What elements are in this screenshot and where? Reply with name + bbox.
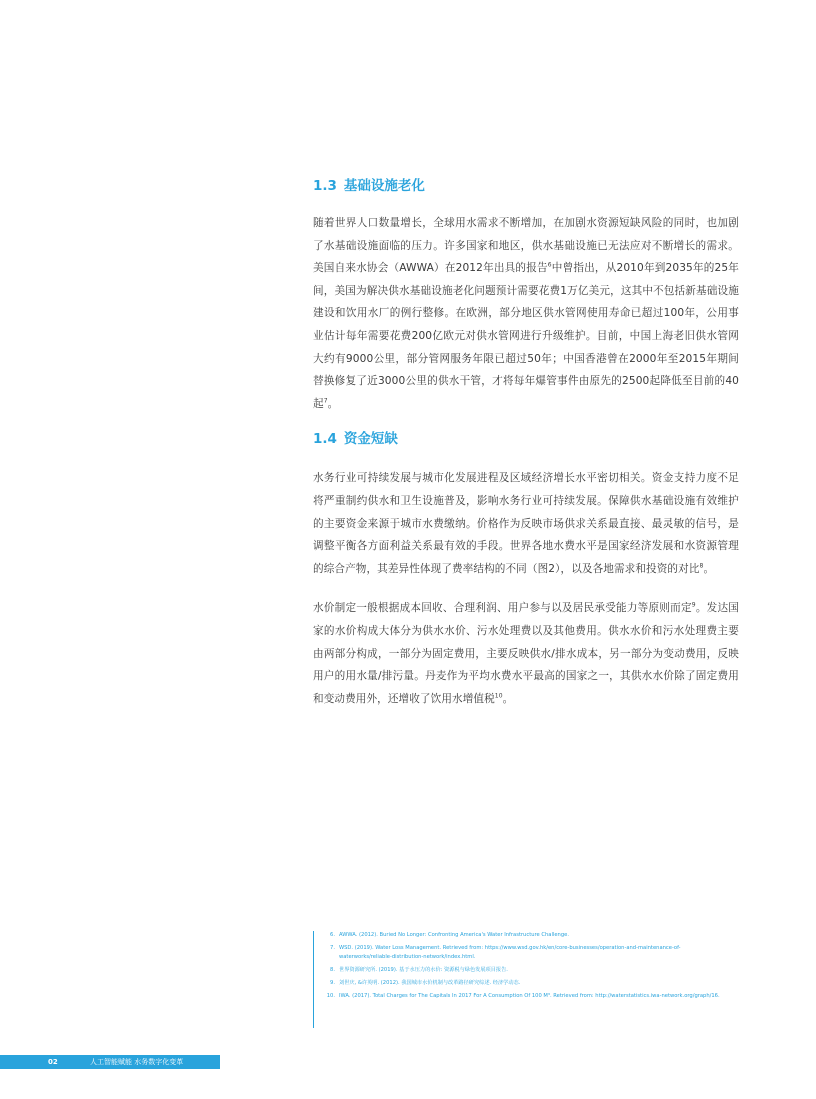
paragraph-text: 。发达国家的水价构成大体分为供水水价、污水处理费以及其他费用。供水水价和污水处理费主要由两部分构成，一部分为固定费用，主要反映供水/排水成本，另一部分为变动费用，反映用户的用水量/排污量。丹麦作为平均水费水平最高的国家之一，其供水水价除了固定费用和变动费用外，还增收了饮用水增值税 bbox=[313, 602, 739, 705]
paragraph-text: 。 bbox=[703, 562, 715, 575]
footnote-item bbox=[323, 944, 733, 962]
footnote-ref[interactable]: 9 bbox=[691, 601, 696, 609]
footnote-item bbox=[323, 966, 733, 975]
footnote-item bbox=[323, 931, 733, 940]
paragraph-text: 。 bbox=[502, 692, 514, 705]
footnote-ref[interactable]: 7 bbox=[323, 397, 328, 405]
footnote-text[interactable]: 世界资源研究所. (2019). 基于水压力的水价: 资源税与绿色发展项目报告. bbox=[339, 967, 508, 973]
footnote-item bbox=[323, 992, 733, 1001]
main-content bbox=[313, 176, 739, 710]
paragraph-text: 水务行业可持续发展与城市化发展进程及区域经济增长水平密切相关。资金支持力度不足将严重制约供水和卫生设施普及，影响水务行业可持续发展。保障供水基础设施有效维护的主要资金来源于城市水费缴纳。价格作为反映市场供求关系最直接、最灵敏的信号，是调整平衡各方面利益关系最有效的手段。世界各地水费水平是国家经济发展和水资源管理的综合产物，其差异性体现了费率结构的不同（图2），以及各地需求和投资的对比 bbox=[313, 472, 739, 575]
footnote-text[interactable]: 刘世庆, &许英明. (2012). 我国城市水价机制与改革路径研究综述. 经济学动态. bbox=[339, 980, 521, 986]
paragraph-funding bbox=[313, 467, 739, 580]
section-number: 1.3 bbox=[313, 178, 337, 194]
footnote-text[interactable]: WSD. (2019). Water Loss Management. Retrieved from: https://www.wsd.gov.hk/en/core-businesses/operation-and-maintenance-of-waterworks/reliable-distribution-network/index.html. bbox=[339, 945, 681, 960]
report-title: 人工智能赋能 水务数字化变革 bbox=[90, 1058, 184, 1066]
section-heading-1-4 bbox=[313, 429, 739, 449]
footnote-item bbox=[323, 979, 733, 988]
paragraph-text: 水价制定一般根据成本回收、合理利润、用户参与以及居民承受能力等原则而定 bbox=[313, 602, 692, 615]
paragraph-text: 。 bbox=[327, 397, 339, 410]
paragraph-text: 中曾指出，从2010年到2035年的25年间，美国为解决供水基础设施老化问题预计需要花费1万亿美元，这其中不包括新基础设施建设和饮用水厂的例行整修。在欧洲，部分地区供水管网使用寿命已超过100年，公用事业估计每年需要花费200亿欧元对供水管网进行升级维护。目前，中国上海老旧供水管网大约有9000公里，部分管网服务年限已超过50年；中国香港曾在2000年至2015年期间替换修复了近3000公里的供水干管，才将每年爆管事件由原先的2500起降低至目前的40起 bbox=[313, 262, 739, 410]
section-title: 资金短缺 bbox=[343, 431, 398, 448]
footnote-ref[interactable]: 8 bbox=[699, 562, 704, 570]
footnote-number: 9. bbox=[330, 980, 335, 986]
page-number: 02 bbox=[48, 1058, 58, 1066]
footnote-number: 8. bbox=[330, 967, 335, 973]
footnote-number: 6. bbox=[330, 932, 335, 938]
footnote-ref[interactable]: 10 bbox=[494, 692, 503, 700]
paragraph-text: 随着世界人口数量增长，全球用水需求不断增加，在加剧水资源短缺风险的同时，也加剧了水基础设施面临的压力。许多国家和地区，供水基础设施已无法应对不断增长的需求。美国自来水协会（AWWA）在2012年出具的报告 bbox=[313, 217, 739, 275]
footnote-ref[interactable]: 6 bbox=[547, 261, 552, 269]
footnote-text[interactable]: IWA. (2017). Total Charges for The Capitals In 2017 For A Consumption Of 100 M³. Retrieved from: http://waterstatistics.iwa-network.org/graph/16. bbox=[339, 993, 720, 999]
paragraph-infrastructure bbox=[313, 212, 739, 415]
footnote-text[interactable]: AWWA. (2012). Buried No Longer: Confronting America's Water Infrastructure Challenge. bbox=[339, 932, 569, 938]
footnote-number: 10. bbox=[326, 993, 335, 999]
footnotes bbox=[313, 931, 733, 1028]
section-number: 1.4 bbox=[313, 431, 337, 448]
paragraph-pricing bbox=[313, 597, 739, 710]
footnote-number: 7. bbox=[330, 945, 335, 951]
page-footer bbox=[0, 1055, 220, 1069]
section-heading-1-3 bbox=[313, 176, 739, 196]
section-title: 基础设施老化 bbox=[343, 178, 425, 194]
